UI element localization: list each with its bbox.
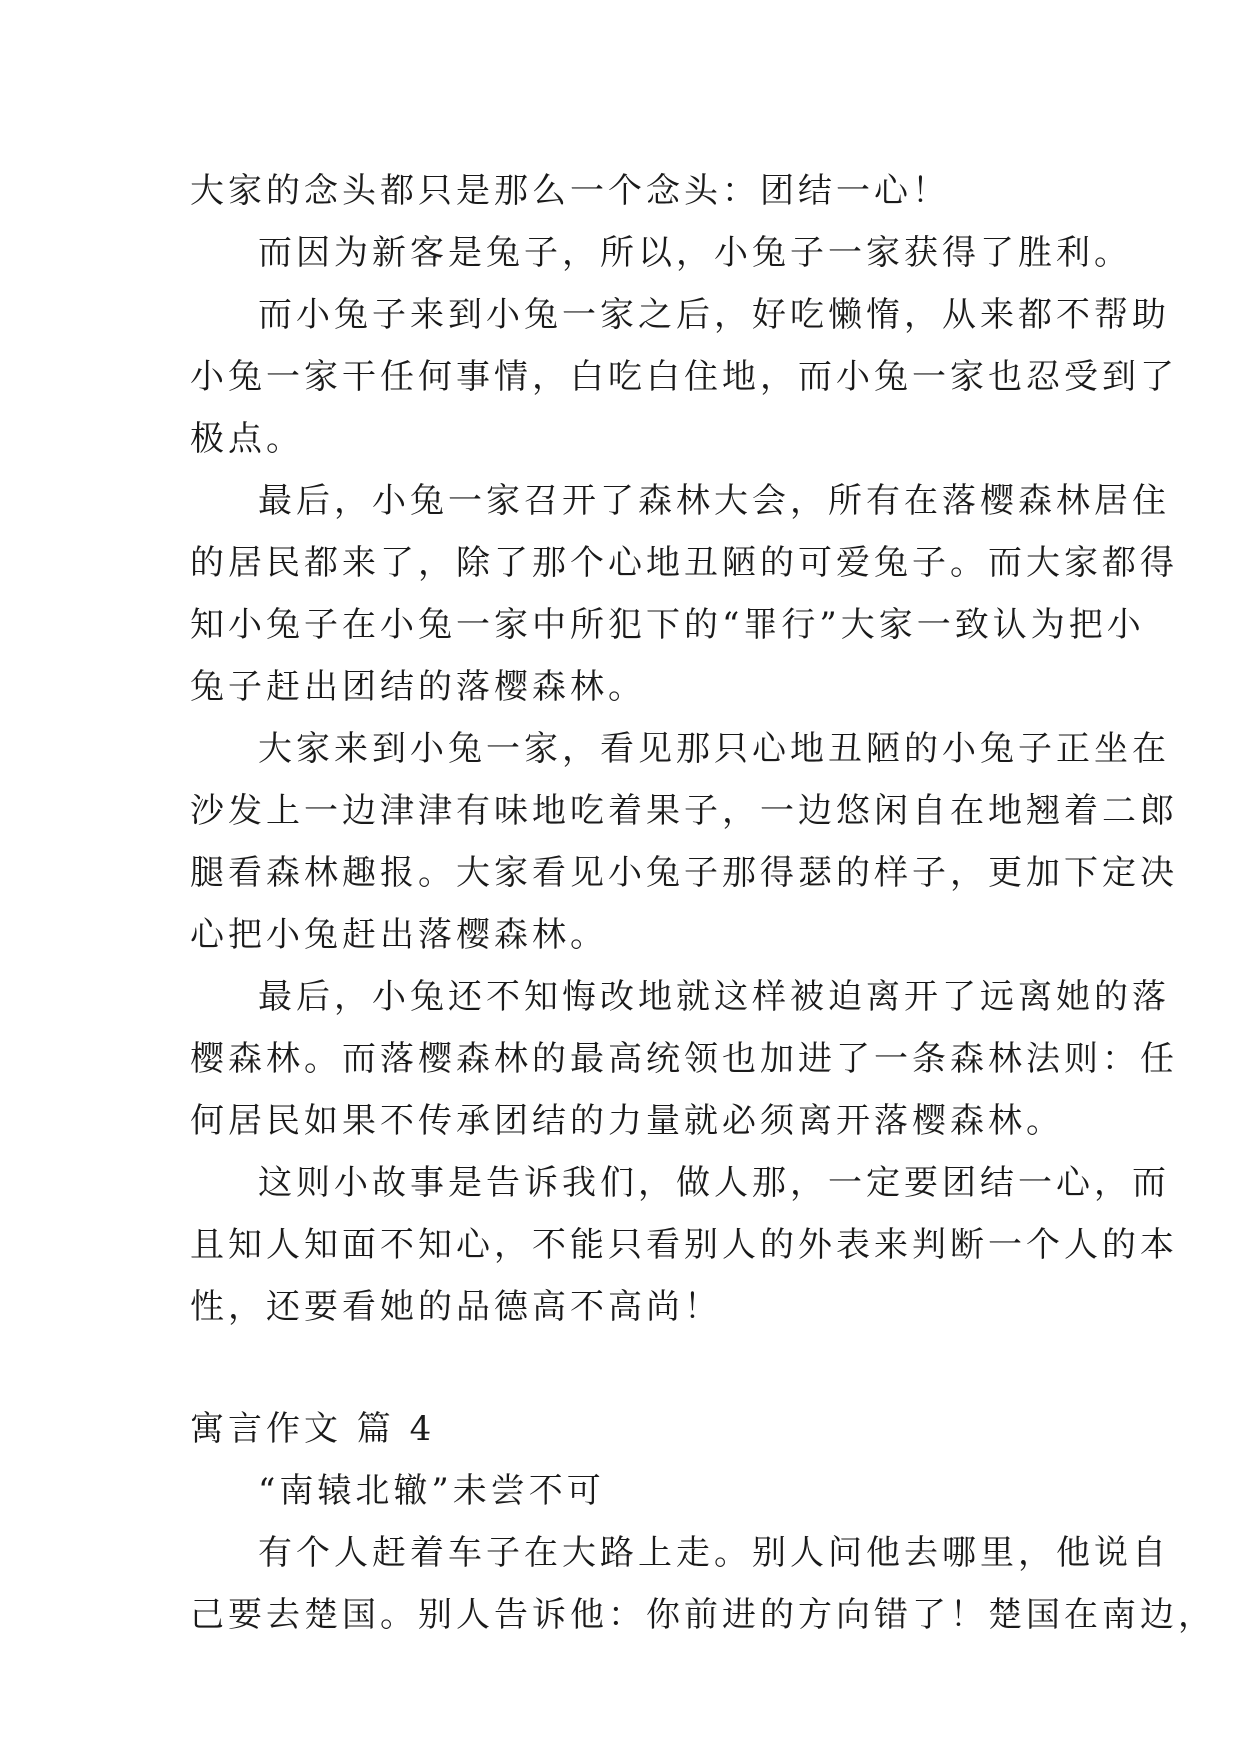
paragraph-start-line: 最后，小兔一家召开了森林大会，所有在落樱森林居住 [258,481,1170,521]
text-line: 心把小兔赶出落樱森林。 [190,915,608,955]
text-line: 且知人知面不知心，不能只看别人的外表来判断一个人的本 [190,1225,1178,1265]
paragraph-start-line: 有个人赶着车子在大路上走。别人问他去哪里，他说自 [258,1533,1170,1573]
paragraph-start-line: 大家来到小兔一家，看见那只心地丑陋的小兔子正坐在 [258,729,1170,769]
text-line: 沙发上一边津津有味地吃着果子，一边悠闲自在地翘着二郎 [190,791,1178,831]
text-line: 性，还要看她的品德高不高尚！ [190,1287,722,1327]
text-line: 知小兔子在小兔一家中所犯下的“罪行”大家一致认为把小 [190,605,1145,645]
text-line: 大家的念头都只是那么一个念头：团结一心！ [190,171,950,211]
text-line: 极点。 [190,419,304,459]
text-line: 樱森林。而落樱森林的最高统领也加进了一条森林法则：任 [190,1039,1178,1079]
text-line: 何居民如果不传承团结的力量就必须离开落樱森林。 [190,1101,1064,1141]
paragraph-start-line: 这则小故事是告诉我们，做人那，一定要团结一心，而 [258,1163,1170,1203]
text-line: 的居民都来了，除了那个心地丑陋的可爱兔子。而大家都得 [190,543,1178,583]
essay-subtitle: “南辕北辙”未尝不可 [258,1471,605,1511]
paragraph-start-line: 而小兔子来到小兔一家之后，好吃懒惰，从来都不帮助 [258,295,1170,335]
text-line: 小兔一家干任何事情，白吃白住地，而小兔一家也忍受到了 [190,357,1178,397]
paragraph-start-line: 而因为新客是兔子，所以，小兔子一家获得了胜利。 [258,233,1132,273]
section-heading: 寓言作文 篇 4 [190,1409,436,1449]
text-line: 兔子赶出团结的落樱森林。 [190,667,646,707]
paragraph-start-line: 最后，小兔还不知悔改地就这样被迫离开了远离她的落 [258,977,1170,1017]
text-line: 腿看森林趣报。大家看见小兔子那得瑟的样子，更加下定决 [190,853,1178,893]
document-page [190,160,1216,1646]
text-line: 己要去楚国。别人告诉他：你前进的方向错了！楚国在南边， [190,1595,1216,1635]
